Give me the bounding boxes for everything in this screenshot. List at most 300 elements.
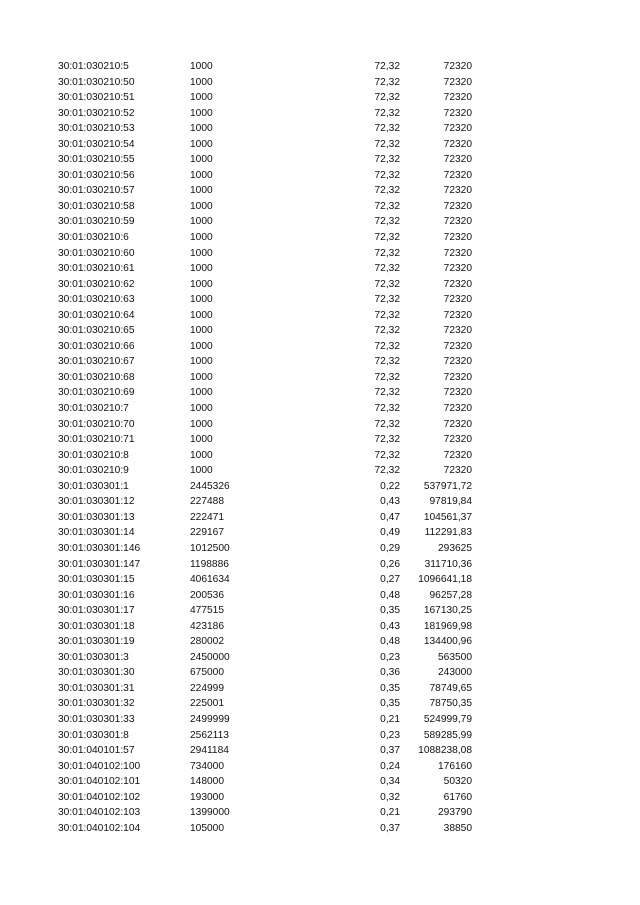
- table-row: [0, 603, 472, 619]
- area-cell: 222471: [190, 511, 224, 523]
- table-row: [0, 121, 472, 137]
- row-margin: [0, 152, 58, 168]
- cadastral-number-cell: 30:01:030301:30: [58, 667, 135, 679]
- specific-value-cell: 72,32: [374, 107, 400, 119]
- table-row: [0, 106, 472, 122]
- cadastral-number-cell: 30:01:040101:57: [58, 745, 135, 757]
- specific-value-cell: 0,37: [380, 822, 400, 834]
- area-cell: 1000: [190, 434, 213, 446]
- specific-value-cell: 72,32: [374, 387, 400, 399]
- table-row: [0, 774, 472, 790]
- specific-value-cell: 0,21: [380, 713, 400, 725]
- cadastral-number-cell: 30:01:030210:70: [58, 418, 135, 430]
- table-row: [0, 261, 472, 277]
- area-cell: 1000: [190, 340, 213, 352]
- specific-value-cell: 0,27: [380, 574, 400, 586]
- specific-value-cell: 0,43: [380, 496, 400, 508]
- area-cell: 1000: [190, 138, 213, 150]
- table-row: [0, 90, 472, 106]
- cadastral-number-cell: 30:01:030210:62: [58, 278, 135, 290]
- area-cell: 1399000: [190, 807, 230, 819]
- cadastral-value-cell: 293790: [438, 807, 472, 819]
- cadastral-value-cell: 524999,79: [423, 713, 472, 725]
- row-margin: [0, 121, 58, 137]
- table-row: [0, 572, 472, 588]
- area-cell: 227488: [190, 496, 224, 508]
- row-margin: [0, 448, 58, 464]
- table-row: [0, 448, 472, 464]
- cadastral-value-cell: 167130,25: [423, 605, 472, 617]
- cadastral-number-cell: 30:01:030301:15: [58, 574, 135, 586]
- area-cell: 1000: [190, 61, 213, 72]
- cadastral-value-cell: 72320: [443, 434, 472, 446]
- row-margin: [0, 479, 58, 495]
- specific-value-cell: 0,35: [380, 682, 400, 694]
- cadastral-number-cell: 30:01:030210:8: [58, 449, 129, 461]
- row-margin: [0, 557, 58, 573]
- area-cell: 1000: [190, 92, 213, 104]
- area-cell: 1000: [190, 232, 213, 244]
- specific-value-cell: 0,29: [380, 542, 400, 554]
- area-cell: 1000: [190, 216, 213, 228]
- cadastral-number-cell: 30:01:030301:31: [58, 682, 135, 694]
- specific-value-cell: 72,32: [374, 61, 400, 72]
- table-row: [0, 183, 472, 199]
- area-cell: 1000: [190, 154, 213, 166]
- table-row: [0, 665, 472, 681]
- specific-value-cell: 72,32: [374, 123, 400, 135]
- cadastral-number-cell: 30:01:030210:61: [58, 263, 135, 275]
- cadastral-value-cell: 293625: [438, 542, 472, 554]
- specific-value-cell: 72,32: [374, 356, 400, 368]
- specific-value-cell: 0,49: [380, 527, 400, 539]
- row-margin: [0, 417, 58, 433]
- cadastral-value-cell: 72320: [443, 154, 472, 166]
- cadastral-number-cell: 30:01:030210:52: [58, 107, 135, 119]
- table-row: [0, 354, 472, 370]
- cadastral-value-cell: 72320: [443, 76, 472, 88]
- area-cell: 2445326: [190, 480, 230, 492]
- area-cell: 105000: [190, 822, 224, 834]
- cadastral-value-cell: 72320: [443, 465, 472, 477]
- table-row: [0, 681, 472, 697]
- area-cell: 1000: [190, 387, 213, 399]
- table-row: [0, 246, 472, 262]
- table-row: [0, 323, 472, 339]
- specific-value-cell: 0,23: [380, 729, 400, 741]
- area-cell: 2450000: [190, 651, 230, 663]
- cadastral-number-cell: 30:01:030301:14: [58, 527, 135, 539]
- cadastral-number-cell: 30:01:030210:5: [58, 61, 129, 72]
- specific-value-cell: 72,32: [374, 216, 400, 228]
- area-cell: 2499999: [190, 713, 230, 725]
- table-row: [0, 214, 472, 230]
- specific-value-cell: 0,35: [380, 698, 400, 710]
- area-cell: 423186: [190, 620, 224, 632]
- cadastral-value-cell: 72320: [443, 325, 472, 337]
- table-row: [0, 308, 472, 324]
- area-cell: 2562113: [190, 729, 229, 741]
- area-cell: 224999: [190, 682, 224, 694]
- specific-value-cell: 0,37: [380, 745, 400, 757]
- table-row: [0, 634, 472, 650]
- table-row: [0, 137, 472, 153]
- cadastral-number-cell: 30:01:030210:51: [58, 92, 135, 104]
- cadastral-value-cell: 134400,96: [423, 636, 472, 648]
- table-row: [0, 152, 472, 168]
- cadastral-number-cell: 30:01:030301:16: [58, 589, 135, 601]
- row-margin: [0, 277, 58, 293]
- table-row: [0, 59, 472, 75]
- table-row: [0, 401, 472, 417]
- table-row: [0, 588, 472, 604]
- area-cell: 229167: [190, 527, 224, 539]
- specific-value-cell: 0,48: [380, 589, 400, 601]
- cadastral-number-cell: 30:01:030301:1: [58, 480, 129, 492]
- specific-value-cell: 0,23: [380, 651, 400, 663]
- row-margin: [0, 401, 58, 417]
- specific-value-cell: 72,32: [374, 232, 400, 244]
- row-margin: [0, 525, 58, 541]
- specific-value-cell: 72,32: [374, 340, 400, 352]
- row-margin: [0, 59, 58, 75]
- specific-value-cell: 72,32: [374, 200, 400, 212]
- specific-value-cell: 72,32: [374, 325, 400, 337]
- area-cell: 200536: [190, 589, 224, 601]
- specific-value-cell: 72,32: [374, 403, 400, 415]
- row-margin: [0, 759, 58, 775]
- specific-value-cell: 0,43: [380, 620, 400, 632]
- area-cell: 1000: [190, 263, 213, 275]
- cadastral-value-cell: 311710,36: [424, 558, 472, 570]
- specific-value-cell: 72,32: [374, 92, 400, 104]
- cadastral-value-cell: 1096641,18: [418, 574, 472, 586]
- cadastral-number-cell: 30:01:030301:8: [58, 729, 129, 741]
- area-cell: 1000: [190, 294, 213, 306]
- area-cell: 1000: [190, 309, 213, 321]
- cadastral-number-cell: 30:01:030210:7: [58, 403, 129, 415]
- cadastral-number-cell: 30:01:030210:9: [58, 465, 129, 477]
- specific-value-cell: 72,32: [374, 169, 400, 181]
- table-body: [0, 59, 472, 836]
- specific-value-cell: 72,32: [374, 294, 400, 306]
- cadastral-value-cell: 72320: [443, 92, 472, 104]
- row-margin: [0, 588, 58, 604]
- cadastral-number-cell: 30:01:030210:66: [58, 340, 135, 352]
- area-cell: 225001: [190, 698, 224, 710]
- cadastral-number-cell: 30:01:030210:55: [58, 154, 135, 166]
- cadastral-number-cell: 30:01:040102:103: [58, 807, 141, 819]
- row-margin: [0, 214, 58, 230]
- cadastral-number-cell: 30:01:030210:65: [58, 325, 135, 337]
- cadastral-value-cell: 72320: [443, 169, 472, 181]
- cadastral-number-cell: 30:01:030301:17: [58, 605, 135, 617]
- row-margin: [0, 728, 58, 744]
- cadastral-number-cell: 30:01:030210:63: [58, 294, 135, 306]
- cadastral-value-cell: 97819,84: [429, 496, 472, 508]
- row-margin: [0, 650, 58, 666]
- table-row: [0, 790, 472, 806]
- specific-value-cell: 0,36: [380, 667, 400, 679]
- cadastral-number-cell: 30:01:040102:104: [58, 822, 141, 834]
- cadastral-value-cell: 78749,65: [429, 682, 472, 694]
- cadastral-value-cell: 50320: [443, 776, 472, 788]
- cadastral-value-cell: 72320: [443, 449, 472, 461]
- cadastral-value-cell: 72320: [443, 216, 472, 228]
- row-margin: [0, 572, 58, 588]
- cadastral-value-cell: 72320: [443, 309, 472, 321]
- cadastral-number-cell: 30:01:030210:6: [58, 232, 129, 244]
- cadastral-value-cell: 96257,28: [429, 589, 472, 601]
- cadastral-number-cell: 30:01:030210:58: [58, 200, 135, 212]
- row-margin: [0, 90, 58, 106]
- cadastral-number-cell: 30:01:040102:100: [58, 760, 141, 772]
- row-margin: [0, 681, 58, 697]
- area-cell: 477515: [190, 605, 224, 617]
- table-row: [0, 525, 472, 541]
- cadastral-number-cell: 30:01:030210:59: [58, 216, 135, 228]
- area-cell: 1012500: [190, 542, 230, 554]
- table-row: [0, 277, 472, 293]
- row-margin: [0, 634, 58, 650]
- row-margin: [0, 510, 58, 526]
- area-cell: 734000: [190, 760, 224, 772]
- specific-value-cell: 0,22: [380, 480, 400, 492]
- row-margin: [0, 665, 58, 681]
- specific-value-cell: 0,26: [380, 558, 400, 570]
- cadastral-value-cell: 72320: [443, 294, 472, 306]
- cadastral-value-cell: 72320: [443, 232, 472, 244]
- cadastral-number-cell: 30:01:030210:71: [58, 434, 135, 446]
- specific-value-cell: 0,24: [380, 760, 400, 772]
- cadastral-value-cell: 72320: [443, 278, 472, 290]
- row-margin: [0, 246, 58, 262]
- cadastral-value-cell: 72320: [443, 403, 472, 415]
- specific-value-cell: 0,48: [380, 636, 400, 648]
- cadastral-value-cell: 181969,98: [423, 620, 472, 632]
- area-cell: 148000: [190, 776, 224, 788]
- row-margin: [0, 168, 58, 184]
- table-row: [0, 712, 472, 728]
- table-row: [0, 510, 472, 526]
- row-margin: [0, 603, 58, 619]
- specific-value-cell: 72,32: [374, 434, 400, 446]
- cadastral-value-cell: 72320: [443, 371, 472, 383]
- cadastral-number-cell: 30:01:030210:56: [58, 169, 135, 181]
- table-row: [0, 199, 472, 215]
- table-row: [0, 417, 472, 433]
- specific-value-cell: 0,47: [380, 511, 400, 523]
- cadastral-value-cell: 72320: [443, 107, 472, 119]
- area-cell: 1000: [190, 169, 213, 181]
- table-row: [0, 619, 472, 635]
- row-margin: [0, 743, 58, 759]
- area-cell: 1000: [190, 247, 213, 259]
- table-row: [0, 479, 472, 495]
- cadastral-number-cell: 30:01:030210:54: [58, 138, 135, 150]
- cadastral-value-cell: 72320: [443, 123, 472, 135]
- cadastral-value-cell: 563500: [438, 651, 472, 663]
- row-margin: [0, 370, 58, 386]
- table-row: [0, 230, 472, 246]
- cadastral-number-cell: 30:01:030301:33: [58, 713, 135, 725]
- cadastral-number-cell: 30:01:030301:19: [58, 636, 135, 648]
- table-row: [0, 432, 472, 448]
- specific-value-cell: 72,32: [374, 309, 400, 321]
- cadastral-number-cell: 30:01:030210:67: [58, 356, 135, 368]
- cadastral-value-cell: 72320: [443, 263, 472, 275]
- area-cell: 1000: [190, 278, 213, 290]
- cadastral-value-cell: 112291,83: [424, 527, 472, 539]
- specific-value-cell: 72,32: [374, 263, 400, 275]
- area-cell: 1000: [190, 200, 213, 212]
- cadastral-value-cell: 72320: [443, 185, 472, 197]
- row-margin: [0, 790, 58, 806]
- cadastral-value-cell: 589285,99: [423, 729, 472, 741]
- table-row: [0, 75, 472, 91]
- cadastral-number-cell: 30:01:030210:53: [58, 123, 135, 135]
- row-margin: [0, 463, 58, 479]
- table-row: [0, 463, 472, 479]
- area-cell: 1000: [190, 123, 213, 135]
- table-row: [0, 168, 472, 184]
- table-row: [0, 339, 472, 355]
- cadastral-value-cell: 72320: [443, 61, 472, 72]
- cadastral-number-cell: 30:01:030301:146: [58, 542, 141, 554]
- table-row: [0, 494, 472, 510]
- table-row: [0, 805, 472, 821]
- row-margin: [0, 230, 58, 246]
- cadastral-value-cell: 537971,72: [423, 480, 472, 492]
- area-cell: 4061634: [190, 574, 230, 586]
- table-row: [0, 728, 472, 744]
- cadastral-value-cell: 72320: [443, 418, 472, 430]
- table-row: [0, 385, 472, 401]
- cadastral-number-cell: 30:01:030210:68: [58, 371, 135, 383]
- row-margin: [0, 137, 58, 153]
- table-row: [0, 292, 472, 308]
- specific-value-cell: 0,34: [380, 776, 400, 788]
- row-margin: [0, 774, 58, 790]
- cadastral-value-cell: 78750,35: [429, 698, 472, 710]
- specific-value-cell: 72,32: [374, 449, 400, 461]
- cadastral-value-cell: 61760: [443, 791, 472, 803]
- area-cell: 675000: [190, 667, 224, 679]
- row-margin: [0, 712, 58, 728]
- row-margin: [0, 354, 58, 370]
- row-margin: [0, 385, 58, 401]
- area-cell: 1000: [190, 107, 213, 119]
- cadastral-number-cell: 30:01:030210:50: [58, 76, 135, 88]
- specific-value-cell: 0,21: [380, 807, 400, 819]
- cadastral-value-cell: 72320: [443, 387, 472, 399]
- area-cell: 280002: [190, 636, 224, 648]
- row-margin: [0, 308, 58, 324]
- cadastral-value-cell: 72320: [443, 200, 472, 212]
- table-row: [0, 370, 472, 386]
- specific-value-cell: 72,32: [374, 76, 400, 88]
- cadastral-value-cell: 72320: [443, 247, 472, 259]
- area-cell: 1000: [190, 371, 213, 383]
- area-cell: 2941184: [190, 745, 229, 757]
- area-cell: 1000: [190, 449, 213, 461]
- area-cell: 1000: [190, 325, 213, 337]
- cadastral-value-cell: 72320: [443, 356, 472, 368]
- row-margin: [0, 292, 58, 308]
- area-cell: 1000: [190, 403, 213, 415]
- cadastral-number-cell: 30:01:030301:3: [58, 651, 129, 663]
- area-cell: 1000: [190, 185, 213, 197]
- cadastral-value-cell: 72320: [443, 340, 472, 352]
- cadastral-number-cell: 30:01:040102:102: [58, 791, 141, 803]
- area-cell: 1000: [190, 418, 213, 430]
- table-row: [0, 696, 472, 712]
- cadastral-number-cell: 30:01:030210:64: [58, 309, 135, 321]
- cadastral-number-cell: 30:01:030210:57: [58, 185, 135, 197]
- specific-value-cell: 72,32: [374, 371, 400, 383]
- row-margin: [0, 106, 58, 122]
- specific-value-cell: 72,32: [374, 247, 400, 259]
- table-row: [0, 743, 472, 759]
- row-margin: [0, 432, 58, 448]
- row-margin: [0, 339, 58, 355]
- table-row: [0, 557, 472, 573]
- row-margin: [0, 541, 58, 557]
- row-margin: [0, 261, 58, 277]
- area-cell: 1000: [190, 76, 213, 88]
- specific-value-cell: 72,32: [374, 278, 400, 290]
- cadastral-number-cell: 30:01:030301:12: [58, 496, 135, 508]
- cadastral-number-cell: 30:01:030301:32: [58, 698, 135, 710]
- row-margin: [0, 199, 58, 215]
- row-margin: [0, 696, 58, 712]
- row-margin: [0, 183, 58, 199]
- cadastral-number-cell: 30:01:030301:13: [58, 511, 135, 523]
- table-row: [0, 650, 472, 666]
- specific-value-cell: 72,32: [374, 154, 400, 166]
- cadastral-value-cell: 1088238,08: [418, 745, 472, 757]
- cadastral-number-cell: 30:01:030210:60: [58, 247, 135, 259]
- table-row: [0, 821, 472, 837]
- table-row: [0, 541, 472, 557]
- cadastral-value-cell: 72320: [443, 138, 472, 150]
- specific-value-cell: 0,35: [380, 605, 400, 617]
- cadastral-value-cell: 176160: [438, 760, 472, 772]
- row-margin: [0, 619, 58, 635]
- specific-value-cell: 72,32: [374, 418, 400, 430]
- cadastral-value-cell: 243000: [438, 667, 472, 679]
- cadastral-number-cell: 30:01:030301:147: [58, 558, 141, 570]
- specific-value-cell: 0,32: [380, 791, 400, 803]
- row-margin: [0, 805, 58, 821]
- row-margin: [0, 821, 58, 837]
- specific-value-cell: 72,32: [374, 138, 400, 150]
- cadastral-value-table: [0, 59, 472, 836]
- specific-value-cell: 72,32: [374, 465, 400, 477]
- area-cell: 1000: [190, 356, 213, 368]
- area-cell: 1000: [190, 465, 213, 477]
- row-margin: [0, 494, 58, 510]
- row-margin: [0, 75, 58, 91]
- table-row: [0, 759, 472, 775]
- cadastral-value-cell: 104561,37: [423, 511, 472, 523]
- cadastral-number-cell: 30:01:030301:18: [58, 620, 135, 632]
- area-cell: 193000: [190, 791, 224, 803]
- row-margin: [0, 323, 58, 339]
- cadastral-number-cell: 30:01:040102:101: [58, 776, 141, 788]
- area-cell: 1198886: [190, 558, 229, 570]
- specific-value-cell: 72,32: [374, 185, 400, 197]
